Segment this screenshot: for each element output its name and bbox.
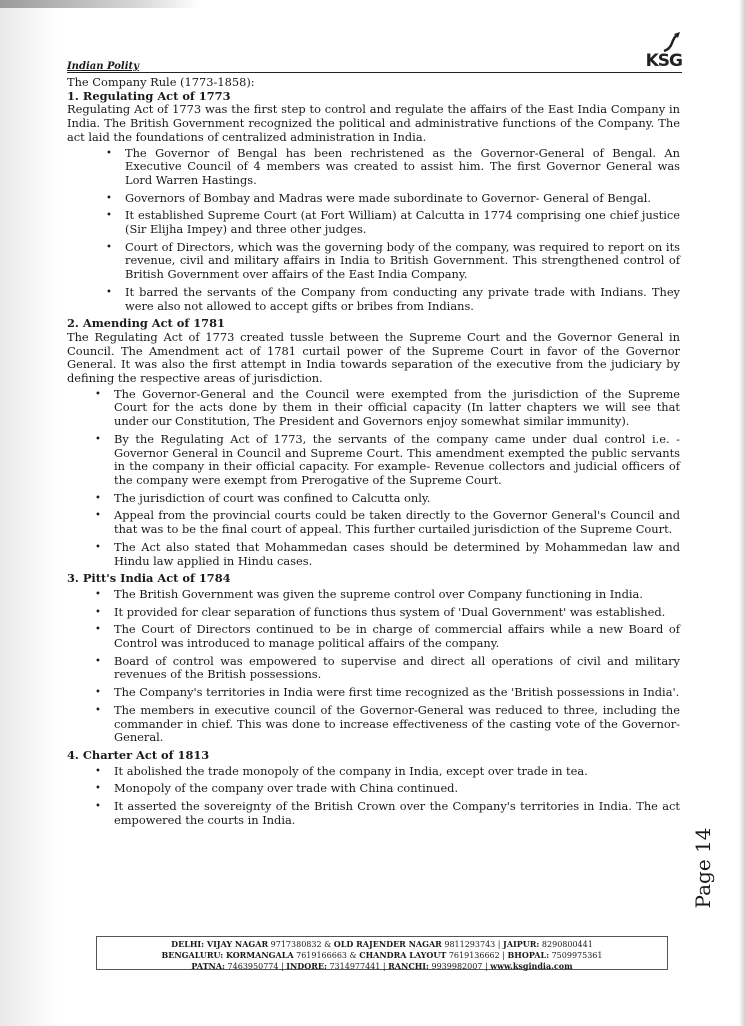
list-item: [106, 208, 680, 237]
footer-label: RANCHI:: [388, 961, 429, 971]
bullet-icon: •: [95, 624, 101, 636]
list-item: [95, 604, 680, 620]
bullet-icon: •: [106, 147, 112, 159]
bullet-icon: •: [95, 801, 101, 813]
footer-label: OLD RAJENDER NAGAR: [333, 939, 442, 949]
footer-value: 7463950774 |: [225, 962, 287, 971]
list-item: [95, 490, 680, 506]
list-item: [95, 685, 680, 700]
section-pitts-india-act: [67, 572, 680, 745]
bullet-icon: •: [95, 541, 101, 553]
bullet-icon: •: [95, 765, 101, 777]
list-item-text: The Governor-General and the Council were exempted from the jurisdiction of the Supreme Court for the acts done by them in their official capacity (In latter chapters we will see that under our Constitution, The President and Governors enjoy somewhat similar immunity).: [114, 386, 680, 429]
website-link[interactable]: www.ksgindia.com: [490, 961, 573, 971]
list-item: [95, 508, 680, 537]
list-item-text: The jurisdiction of court was confined to Calcutta only.: [114, 490, 431, 505]
footer-label: JAIPUR:: [503, 939, 540, 949]
section-amending-act: [67, 317, 680, 568]
list-item-text: Governors of Bombay and Madras were made subordinate to Governor- General of Bengal.: [125, 190, 651, 205]
section-paragraph: The Regulating Act of 1773 created tussle between the Supreme Court and the Governor General in Council. The Amendment act of 1781 curtail power of the Supreme Court in favor of the Governor General. It was also the first attempt in India towards separation of the executive from the judiciary by defining the respective areas of jurisdiction.: [67, 329, 680, 386]
list-item: [95, 653, 680, 682]
footer-label: DELHI: VIJAY NAGAR: [171, 939, 269, 949]
list-item-text: The Act also stated that Mohammedan cases should be determined by Mohammedan law and Hindu law applied in Hindu cases.: [114, 539, 680, 568]
bullet-list: [95, 763, 680, 828]
list-item-text: The Governor of Bengal has been rechristened as the Governor-General of Bengal. An Executive Council of 4 members was created to assist him. The first Governor General was Lord Warren Hastings.: [125, 145, 680, 187]
page-number-text: Page 14: [691, 827, 715, 909]
bullet-icon: •: [106, 192, 112, 204]
scan-shadow-left: [0, 0, 60, 1026]
rising-arrow-icon: [662, 31, 682, 53]
bullet-icon: •: [95, 704, 101, 716]
list-item-text: The Court of Directors continued to be in charge of commercial affairs while a new Board of Control was introduced to manage political affairs of the company.: [114, 622, 680, 651]
bullet-icon: •: [95, 492, 101, 504]
footer-label: INDORE:: [286, 961, 327, 971]
footer-label: BHOPAL:: [507, 950, 550, 960]
contact-footer: [96, 936, 668, 970]
footer-value: 7619136662 |: [446, 951, 508, 960]
list-item: [106, 145, 680, 188]
bullet-icon: •: [106, 241, 112, 253]
list-item-text: It barred the servants of the Company from conducting any private trade with Indians. They were also not allowed to accept gifts or bribes from Indians.: [125, 284, 680, 313]
list-item: [95, 586, 680, 602]
footer-label: BENGALURU: KORMANGALA: [161, 950, 294, 960]
list-item-text: The Company's territories in India were first time recognized as the 'British possessions in India'.: [114, 685, 680, 700]
footer-value: 9939982007 |: [428, 962, 491, 971]
footer-value: 9717380832 &: [268, 940, 334, 949]
bullet-icon: •: [95, 388, 101, 400]
bullet-list: [95, 386, 680, 568]
document-body: [67, 76, 680, 831]
section-regulating-act: [67, 90, 680, 314]
page-header: [67, 30, 682, 73]
footer-value: 8290800441: [539, 940, 593, 949]
footer-label: PATNA:: [191, 961, 226, 971]
scan-shadow-top: [0, 0, 200, 8]
list-item-text: The members in executive council of the Governor-General was reduced to three, including the commander in chief. This was done to increase effectiveness of the casting vote of the Governor-General.: [114, 702, 680, 745]
list-item-text: It provided for clear separation of functions thus system of 'Dual Government' was established.: [114, 604, 666, 619]
list-item: [106, 190, 680, 206]
section-charter-act: [67, 749, 680, 828]
bullet-icon: •: [95, 588, 101, 600]
bullet-icon: •: [95, 433, 101, 445]
ksg-logo: [640, 31, 682, 71]
section-title: 1. Regulating Act of 1773: [67, 88, 231, 103]
bullet-list: [106, 145, 680, 314]
footer-label: CHANDRA LAYOUT: [359, 950, 447, 960]
bullet-icon: •: [95, 510, 101, 522]
page-number: [688, 828, 718, 908]
footer-value: 7314977441 |: [326, 962, 389, 971]
list-item: [95, 799, 680, 827]
list-item-text: Board of control was empowered to supervise and direct all operations of civil and military revenues of the British possessions.: [114, 653, 680, 682]
bullet-icon: •: [106, 286, 112, 298]
section-title: 3. Pitt's India Act of 1784: [67, 571, 231, 586]
list-item: [106, 239, 680, 282]
list-item-text: The British Government was given the supreme control over Company functioning in India.: [114, 586, 643, 601]
logo-text: KSG: [645, 51, 682, 71]
footer-line-3: [97, 961, 667, 972]
intro-title: The Company Rule (1773-1858):: [67, 75, 255, 89]
bullet-icon: •: [106, 210, 112, 222]
list-item-text: By the Regulating Act of 1773, the servants of the company came under dual control i.e. - Governor General in Council and Supreme Court. This amendment exempted the public servants in the company in their official capacity. For example- Revenue collectors and judicial officers of the company were exempt from Prerogative of the Supreme Court.: [114, 431, 680, 487]
bullet-list: [95, 586, 680, 745]
footer-line-2: [97, 950, 667, 961]
list-item: [95, 622, 680, 651]
list-item-text: It abolished the trade monopoly of the company in India, except over trade in tea.: [114, 763, 588, 778]
footer-value: 9811293743 |: [441, 940, 504, 949]
list-item: [95, 781, 680, 796]
list-item: [106, 284, 680, 313]
list-item-text: Monopoly of the company over trade with China continued.: [114, 781, 459, 796]
bullet-icon: •: [95, 687, 101, 699]
list-item: [95, 702, 680, 745]
list-item-text: Court of Directors, which was the governing body of the company, was required to report on its revenue, civil and military affairs in India to British Government. This strengthened control of British Government over affairs of the East India Company.: [125, 239, 680, 282]
list-item: [95, 539, 680, 568]
bullet-icon: •: [95, 783, 101, 795]
footer-line-1: [97, 939, 667, 950]
bullet-icon: •: [95, 655, 101, 667]
list-item-text: Appeal from the provincial courts could be taken directly to the Governor General's Council and that was to be the final court of appeal. This further curtailed jurisdiction of the Supreme Court.: [114, 508, 680, 537]
footer-value: 7619166663 &: [293, 951, 360, 960]
list-item-text: It established Supreme Court (at Fort William) at Calcutta in 1774 comprising one chief justice (Sir Elijha Impey) and three other judges.: [125, 208, 680, 237]
section-paragraph: Regulating Act of 1773 was the first step to control and regulate the affairs of the East India Company in India. The British Government recognized the political and administrative functions of the Company. The act laid the foundations of centralized administration in India.: [67, 102, 680, 144]
subject-title: Indian Polity: [67, 61, 139, 72]
footer-value: 7509975361: [549, 951, 603, 960]
bullet-icon: •: [95, 606, 101, 618]
list-item: [95, 431, 680, 488]
scan-shadow-right: [739, 0, 745, 1026]
section-title: 2. Amending Act of 1781: [67, 316, 225, 331]
list-item: [95, 763, 680, 779]
list-item-text: It asserted the sovereignty of the British Crown over the Company's territories in India. The act empowered the courts in India.: [114, 799, 680, 827]
section-title: 4. Charter Act of 1813: [67, 747, 210, 762]
list-item: [95, 386, 680, 429]
